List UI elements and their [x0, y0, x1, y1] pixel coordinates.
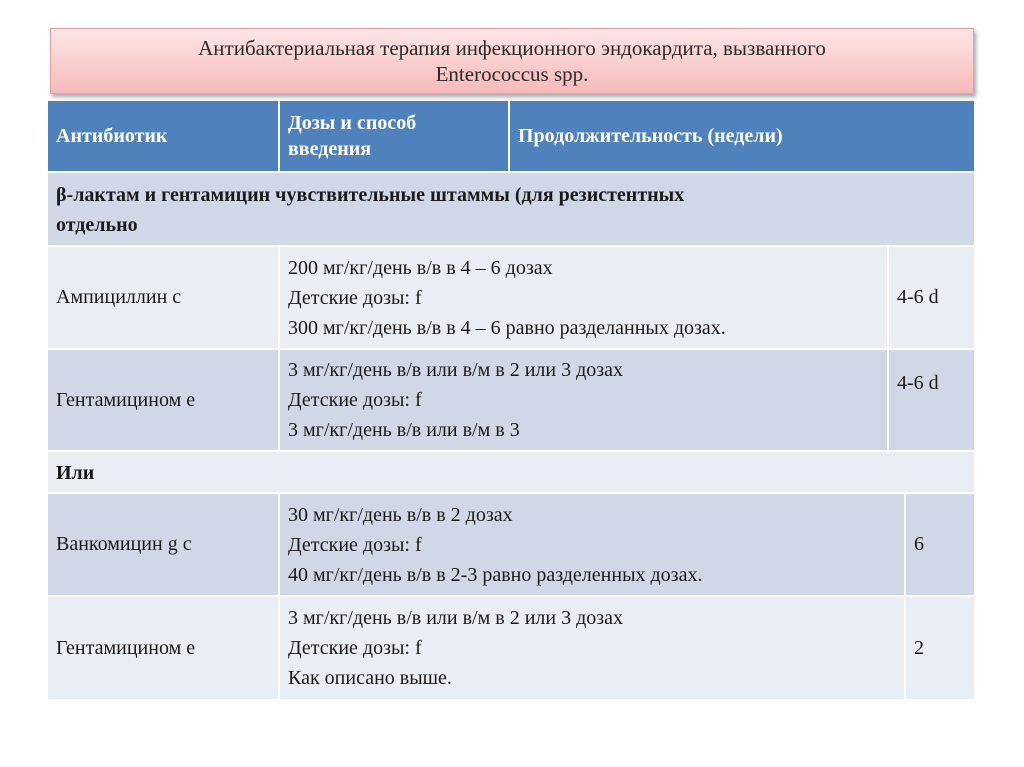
dose-line: 3 мг/кг/день в/в или в/м в 2 или 3 дозах: [288, 359, 624, 381]
dose-cell: [280, 494, 906, 595]
section-line1: β-лактам и гентамицин чувствительные штаммы (для резистентных: [56, 184, 685, 206]
table-row: [48, 597, 974, 699]
section-beta-lactam-label: [48, 173, 974, 245]
section-row-or: [48, 452, 974, 494]
header-duration: Продолжительность (недели): [510, 101, 974, 171]
table-row: [48, 247, 974, 350]
dose-line: 300 мг/кг/день в/в в 4 – 6 равно разделанных дозах.: [288, 316, 726, 339]
drug-cell: Гентамицином e: [48, 350, 280, 450]
drug-cell: Ампициллин c: [48, 247, 280, 348]
dose-cell: [280, 597, 906, 699]
duration-cell: 6: [914, 533, 924, 555]
dose-cell: [280, 247, 889, 348]
duration-cell: 4-6 d: [897, 372, 939, 394]
header-dose-line1: Дозы и способ: [288, 112, 417, 134]
duration-cell: 2: [914, 636, 924, 659]
section-row-beta-lactam: [48, 173, 974, 247]
dose-line: Детские дозы: f: [288, 637, 422, 659]
dose-line: 30 мг/кг/день в/в в 2 дозах: [288, 503, 513, 526]
section-or-label: Или: [56, 462, 95, 484]
drug-cell: Гентамицином e: [48, 597, 280, 699]
therapy-table: [48, 101, 974, 699]
slide-title-line1: Антибактериальная терапия инфекционного эндокардита, вызванного: [198, 36, 826, 60]
slide-title: [50, 28, 974, 94]
table-row: [48, 350, 974, 452]
header-dose-line2: введения: [288, 138, 372, 160]
table-row: [48, 494, 974, 597]
header-dose: [280, 101, 510, 171]
dose-line: Детские дозы: f: [288, 286, 422, 309]
section-line2: отдельно: [56, 214, 138, 236]
slide-title-line2: Enterococcus spp.: [435, 62, 589, 86]
dose-cell: [280, 350, 889, 450]
header-antibiotic: Антибиотик: [48, 101, 280, 171]
dose-line: 40 мг/кг/день в/в в 2-3 равно разделенных дозах.: [288, 563, 703, 586]
dose-line: Как описано выше.: [288, 667, 452, 689]
duration-cell: 4-6 d: [897, 286, 939, 308]
dose-line: 200 мг/кг/день в/в в 4 – 6 дозах: [288, 256, 553, 279]
dose-line: 3 мг/кг/день в/в или в/м в 3: [288, 419, 520, 441]
dose-line: Детские дозы: f: [288, 389, 422, 411]
dose-line: Детские дозы: f: [288, 533, 422, 556]
dose-line: 3 мг/кг/день в/в или в/м в 2 или 3 дозах: [288, 607, 624, 629]
drug-cell: Ванкомицин g c: [48, 494, 280, 595]
table-header-row: [48, 101, 974, 173]
